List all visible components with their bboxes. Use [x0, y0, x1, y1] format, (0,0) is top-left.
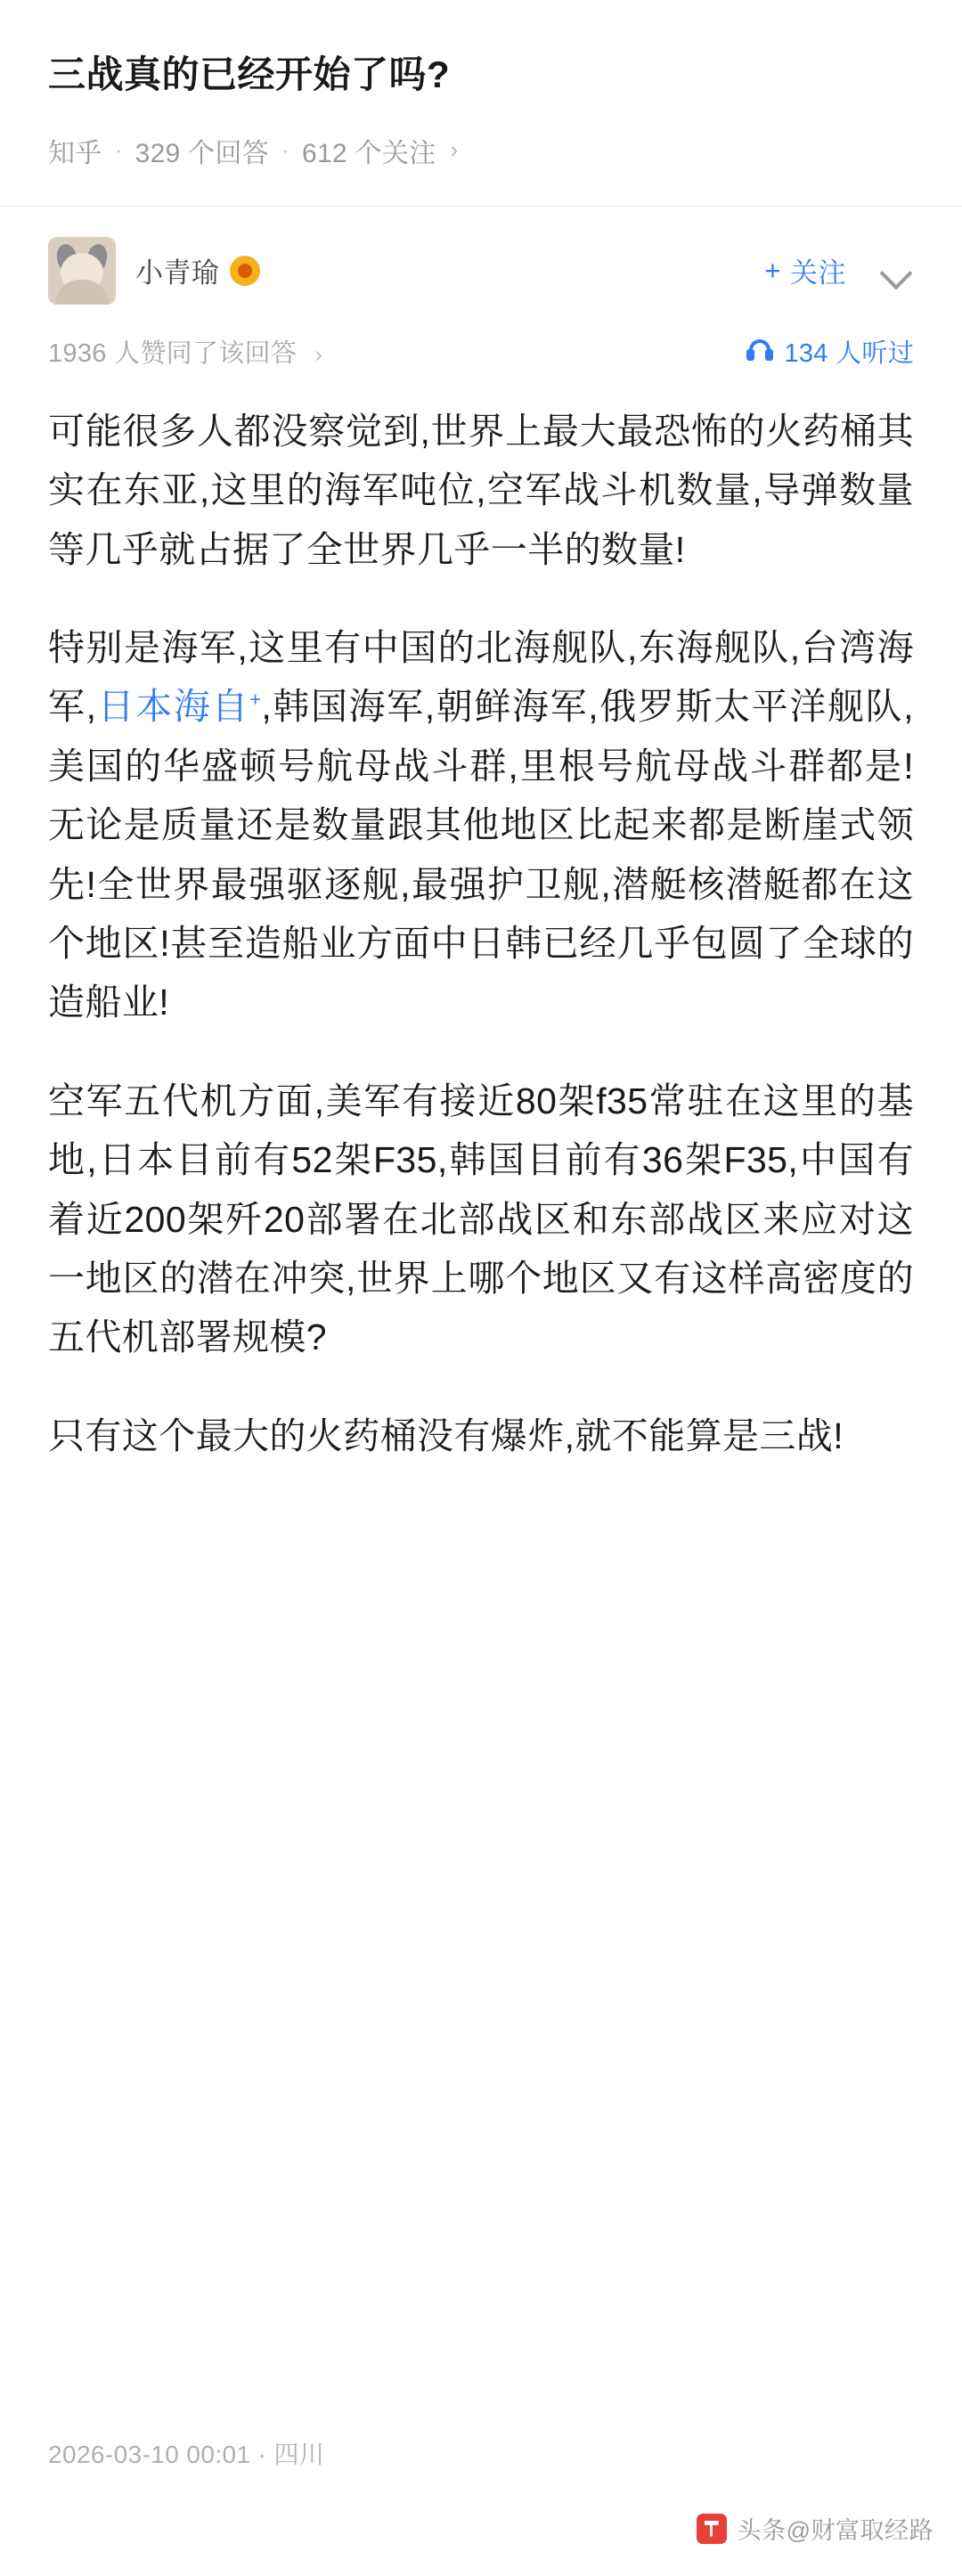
verified-eye-pupil — [238, 264, 252, 278]
inline-link-label: 日本海自 — [96, 686, 250, 728]
watermark-text: 头条@财富取经路 — [737, 2517, 933, 2544]
meta-separator-2: · — [281, 136, 290, 164]
upvote-count[interactable] — [48, 333, 322, 370]
watermark — [697, 2511, 933, 2546]
answer-body — [0, 370, 962, 1466]
author-name[interactable]: 小青瑜 — [135, 257, 220, 289]
answer-paragraph — [48, 1406, 914, 1465]
chevron-right-icon-upvote: › — [314, 341, 323, 367]
paragraph-text: ,韩国海军,朝鲜海军,俄罗斯太平洋舰队,美国的华盛顿号航母战斗群,里根号航母战斗群都是!无论是质量还是数量跟其他地区比起来都是断崖式领先!全世界最强驱逐舰,最强护卫舰,潜艇核潜艇都在这个地区!甚至造船业方面中日韩已经几乎包圆了全球的造船业! — [48, 686, 914, 1023]
headphone-cup-right — [765, 349, 773, 361]
question-source: 知乎 — [48, 138, 102, 168]
plus-icon: + — [764, 254, 781, 286]
listen-count-label: 134 人听过 — [784, 338, 914, 368]
inline-link[interactable] — [96, 686, 261, 727]
avatar[interactable] — [48, 237, 116, 305]
answer-paragraph — [48, 402, 914, 579]
toutiao-logo-icon — [697, 2514, 727, 2544]
answers-count: 329 个回答 — [135, 138, 270, 168]
follow-button[interactable] — [764, 250, 846, 290]
paragraph-text: 可能很多人都没察觉到,世界上最大最恐怖的火药桶其实在东亚,这里的海军吨位,空军战斗机数量,导弹数量等几乎就占据了全世界几乎一半的数量! — [48, 410, 914, 570]
meta-separator-1: · — [114, 136, 123, 164]
answer-paragraph — [48, 618, 914, 1032]
question-meta[interactable] — [48, 131, 914, 170]
listen-button[interactable] — [746, 333, 914, 370]
paragraph-text: 空军五代机方面,美军有接近80架f35常驻在这里的基地,日本目前有52架F35,韩国目前有36架F35,中国有着近200架歼20部署在北部战区和东部战区来应对这一地区的潜在冲突,世界上哪个地区又有这样高密度的五代机部署规模? — [48, 1080, 914, 1358]
answer-timestamp: 2026-03-10 00:01 · 四川 — [48, 2441, 325, 2468]
followers-count: 612 个关注 — [302, 138, 436, 168]
page-title: 三战真的已经开始了吗? — [48, 53, 451, 95]
chevron-right-icon: › — [450, 136, 459, 164]
paragraph-text: 只有这个最大的火药桶没有爆炸,就不能算是三战! — [48, 1414, 844, 1456]
inline-link-sup: + — [249, 688, 262, 711]
footer — [0, 2435, 962, 2576]
verified-eye-icon — [230, 256, 260, 286]
headphone-cup-left — [746, 349, 754, 361]
answer-paragraph — [48, 1072, 914, 1367]
chevron-down-icon[interactable] — [878, 253, 914, 289]
follow-button-label: 关注 — [790, 257, 846, 289]
upvote-count-label: 1936 人赞同了该回答 — [48, 338, 298, 368]
headphone-icon — [746, 339, 773, 363]
question-block — [0, 0, 962, 170]
author-row — [0, 207, 962, 305]
paragraph-text: 特别是海军,这里有中国的北海舰队,东海舰队,台湾海军, — [48, 626, 914, 728]
stats-row — [0, 305, 962, 370]
